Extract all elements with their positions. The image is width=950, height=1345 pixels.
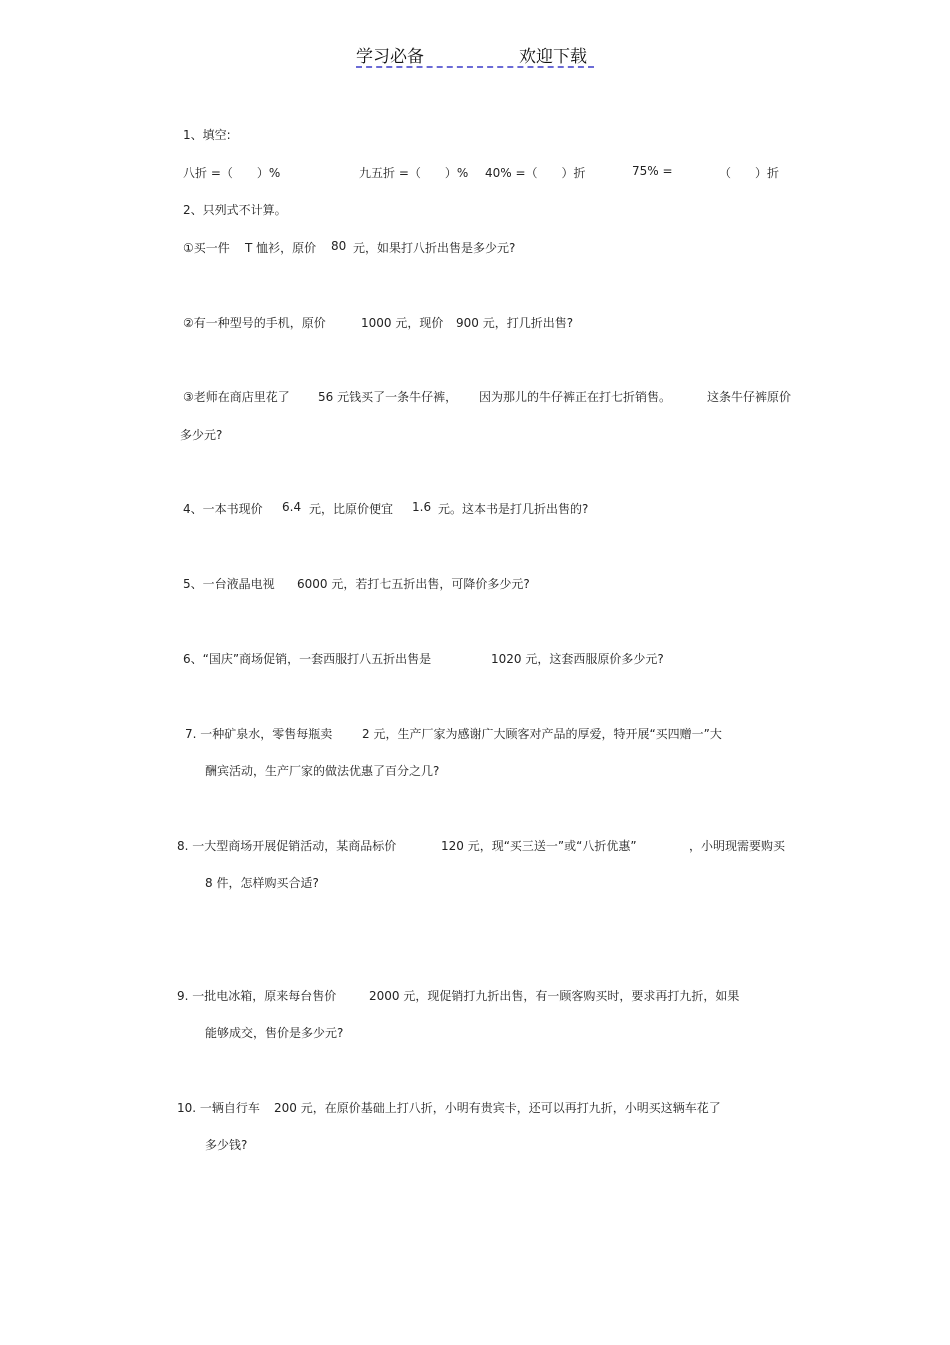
- fill-item-1: 八折 =（ ）%: [183, 166, 281, 180]
- q4-part: 4、一本书现价: [183, 502, 263, 516]
- q5-part: 5、一台液晶电视: [183, 577, 275, 591]
- question-4: [183, 500, 803, 516]
- fill-item-2: 九五折 =（ ）%: [359, 166, 469, 180]
- fill-item-5: （ ）折: [719, 166, 780, 180]
- question-7: [185, 725, 805, 741]
- q7-part: 7. 一种矿泉水，零售每瓶卖: [185, 727, 333, 741]
- q2b-part: ②有一种型号的手机，原价: [183, 316, 326, 330]
- question-2c-cont: 多少元?: [180, 428, 223, 442]
- question-9-cont: 能够成交，售价是多少元?: [205, 1026, 344, 1040]
- q8-part: ，小明现需要购买: [689, 839, 786, 853]
- q9-part: 2000 元，现促销打九折出售，有一顾客购买时，要求再打九折，如果: [369, 989, 740, 1003]
- q2a-part: 元，如果打八折出售是多少元?: [353, 241, 516, 255]
- question-2c: [183, 388, 803, 404]
- question-2b: [183, 314, 803, 330]
- q4-part: 6.4: [282, 500, 302, 514]
- page-header: [356, 42, 594, 68]
- header-left-text: 学习必备: [356, 47, 424, 67]
- q2a-part: ①买一件: [183, 241, 230, 255]
- q4-part: 1.6: [412, 500, 432, 514]
- q2b-part: 1000 元，现价: [361, 316, 444, 330]
- question-5: [183, 575, 803, 591]
- question-9: [177, 987, 807, 1003]
- q8-part: 120 元，现“买三送一”或“八折优惠”: [441, 839, 637, 853]
- q2c-part: 这条牛仔裤原价: [707, 390, 792, 404]
- q2a-part: 80: [331, 239, 347, 253]
- q7-part: 2 元，生产厂家为感谢广大顾客对产品的厚爱，特开展“买四赠一”大: [362, 727, 722, 741]
- q5-part: 6000 元，若打七五折出售，可降价多少元?: [297, 577, 530, 591]
- q2a-part: T 恤衫，原价: [245, 241, 317, 255]
- q4-part: 元。这本书是打几折出售的?: [438, 502, 589, 516]
- q2c-part: 56 元钱买了一条牛仔裤，: [318, 390, 458, 404]
- fill-item-4: 75% =: [632, 164, 673, 178]
- q8-part: 8. 一大型商场开展促销活动，某商品标价: [177, 839, 397, 853]
- question-8: [177, 837, 807, 853]
- q10-part: 200 元，在原价基础上打八折，小明有贵宾卡，还可以再打九折，小明买这辆车花了: [274, 1101, 721, 1115]
- question-1-items: [183, 164, 803, 180]
- question-10: [177, 1099, 807, 1115]
- q10-part: 10. 一辆自行车: [177, 1101, 260, 1115]
- q2c-part: 因为那儿的牛仔裤正在打七折销售。: [479, 390, 672, 404]
- question-10-cont: 多少钱?: [205, 1138, 248, 1152]
- header-right-text: 欢迎下载: [519, 47, 587, 67]
- question-7-cont: 酬宾活动，生产厂家的做法优惠了百分之几?: [205, 764, 440, 778]
- q9-part: 9. 一批电冰箱，原来每台售价: [177, 989, 337, 1003]
- question-2a: [183, 239, 803, 255]
- question-1-title: 1、填空:: [183, 128, 231, 142]
- fill-item-3: 40% =（ ）折: [485, 166, 586, 180]
- question-2-title: 2、只列式不计算。: [183, 203, 287, 217]
- q2b-part: 900 元，打几折出售?: [456, 316, 574, 330]
- q2c-part: ③老师在商店里花了: [183, 390, 290, 404]
- q4-part: 元，比原价便宜: [309, 502, 394, 516]
- q6-part: 1020 元，这套西服原价多少元?: [491, 652, 664, 666]
- question-6: [183, 650, 803, 666]
- question-8-cont: 8 件，怎样购买合适?: [205, 876, 319, 890]
- q6-part: 6、“国庆”商场促销，一套西服打八五折出售是: [183, 652, 432, 666]
